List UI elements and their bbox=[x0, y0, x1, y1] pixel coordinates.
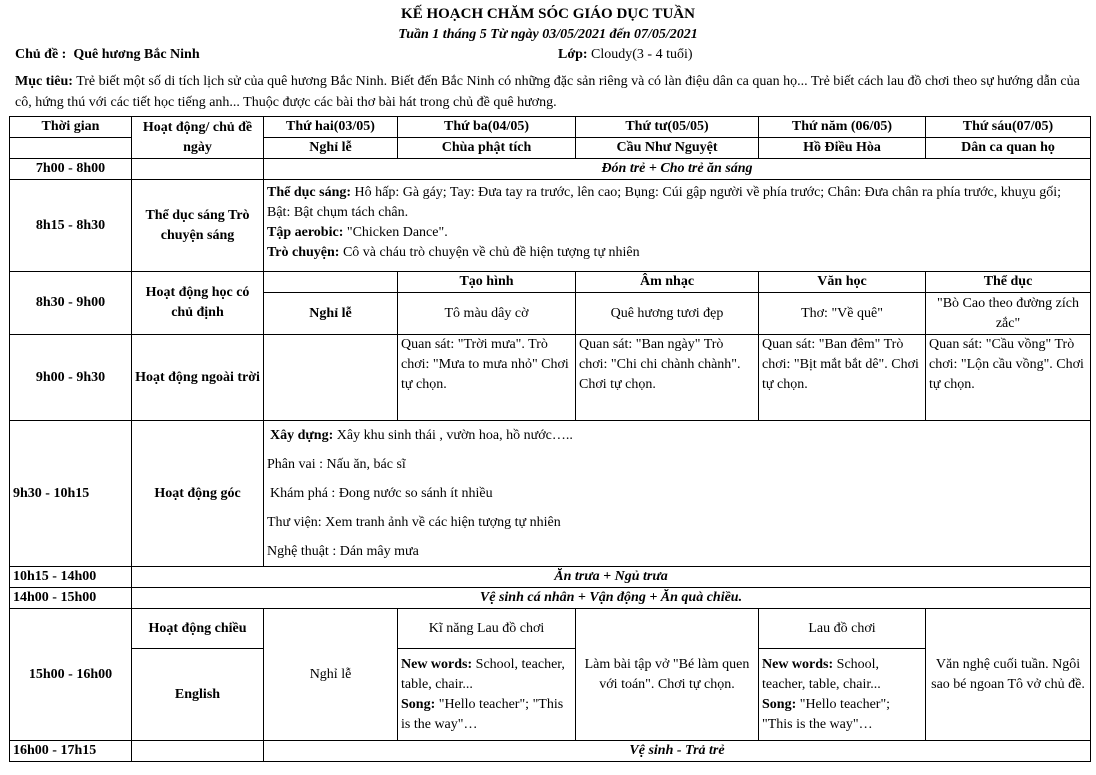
table-row bbox=[10, 741, 1091, 762]
outdoor-cell: Quan sát: "Ban ngày" Trò chơi: "Chi chi chành chành". Chơi tự chọn. bbox=[576, 335, 759, 421]
goal-label: Mục tiêu: bbox=[15, 74, 73, 89]
topic-line bbox=[15, 47, 200, 63]
song-line bbox=[762, 695, 922, 735]
afternoon-cell: Làm bài tập vở "Bé làm quen với toán". Chơi tự chọn. bbox=[576, 609, 759, 741]
new-words-label: New words: bbox=[762, 656, 834, 672]
class-label: Lớp: bbox=[558, 47, 588, 62]
corner-label: Xây dựng: bbox=[270, 428, 334, 443]
goal-text: Trẻ biết một số di tích lịch sử của quê hương Bắc Ninh. Biết đến Bắc Ninh có những đặc sản riêng và có làn điệu dân ca quan họ... Trẻ biết cách lau đồ chơi theo sự hướng dẫn của cô, hứng thú với các tiết học tiếng anh... Thuộc được các bài thơ bài hát trong chủ đề quê hương. bbox=[15, 74, 1080, 110]
outdoor-cell: Quan sát: "Cầu vồng" Trò chơi: "Lộn cầu vồng". Chơi tự chọn. bbox=[926, 335, 1091, 421]
morning-exercise-cell bbox=[264, 180, 1091, 272]
aerobic-label: Tập aerobic: bbox=[267, 225, 344, 240]
goal-paragraph bbox=[15, 71, 1083, 113]
day-topic: Cầu Như Nguyệt bbox=[576, 138, 759, 159]
empty-cell bbox=[132, 741, 264, 762]
new-words-line bbox=[762, 655, 922, 695]
afternoon-cell: Văn nghệ cuối tuần. Ngôi sao bé ngoan Tô vở chủ đề. bbox=[926, 609, 1091, 741]
song-label: Song: bbox=[401, 696, 436, 712]
english-cell bbox=[398, 649, 576, 741]
outdoor-cell: Quan sát: "Trời mưa". Trò chơi: "Mưa to mưa nhỏ" Chơi tự chọn. bbox=[398, 335, 576, 421]
aerobic-text: "Chicken Dance". bbox=[346, 225, 448, 240]
exercise-line bbox=[267, 183, 1087, 223]
time-cell: 14h00 - 15h00 bbox=[10, 588, 132, 609]
table-row bbox=[10, 335, 1091, 421]
song-text: "Hello teacher"; "This is the way"… bbox=[762, 696, 891, 732]
time-cell: 9h30 - 10h15 bbox=[10, 421, 132, 567]
merged-activity: Vệ sinh cá nhân + Vận động + Ăn quà chiều. bbox=[132, 588, 1091, 609]
table-row bbox=[10, 272, 1091, 293]
page-title: KẾ HOẠCH CHĂM SÓC GIÁO DỤC TUẦN bbox=[401, 6, 695, 22]
table-row bbox=[10, 609, 1091, 649]
time-cell: 8h15 - 8h30 bbox=[10, 180, 132, 272]
col-time-header: Thời gian bbox=[10, 117, 132, 138]
activity-cell: Hoạt động học có chủ định bbox=[132, 272, 264, 335]
new-words-text: School, teacher, table, chair... bbox=[762, 656, 881, 692]
day-topic: Chùa phật tích bbox=[398, 138, 576, 159]
lesson-cell: Thơ: "Về quê" bbox=[759, 293, 926, 335]
day-header: Thứ năm (06/05) bbox=[759, 117, 926, 138]
merged-activity: Đón trẻ + Cho trẻ ăn sáng bbox=[264, 159, 1091, 180]
english-cell bbox=[759, 649, 926, 741]
talk-text: Cô và cháu trò chuyện về chủ đề hiện tượng tự nhiên bbox=[342, 245, 640, 260]
empty-cell bbox=[132, 159, 264, 180]
time-cell: 16h00 - 17h15 bbox=[10, 741, 132, 762]
holiday-cell: Nghỉ lễ bbox=[264, 293, 398, 335]
time-cell: 9h00 - 9h30 bbox=[10, 335, 132, 421]
merged-activity: Ăn trưa + Ngủ trưa bbox=[132, 567, 1091, 588]
table-row bbox=[10, 180, 1091, 272]
exercise-text: Hô hấp: Gà gáy; Tay: Đưa tay ra trước, lên cao; Bụng: Cúi gập người về phía trước; Chân: Đưa chân ra phía trước, khuỵu gối; Bật: Bật chụm tách chân. bbox=[267, 185, 1061, 220]
corner-text: Xây khu sinh thái , vườn hoa, hồ nước….. bbox=[336, 428, 573, 443]
subject-header: Văn học bbox=[759, 272, 926, 293]
time-cell: 10h15 - 14h00 bbox=[10, 567, 132, 588]
new-words-text: School, teacher, table, chair... bbox=[401, 656, 565, 692]
table-row bbox=[10, 588, 1091, 609]
corner-activity-cell bbox=[264, 421, 1091, 567]
activity-cell: Hoạt động ngoài trời bbox=[132, 335, 264, 421]
class-line bbox=[558, 47, 693, 63]
talk-line bbox=[267, 243, 1087, 263]
afternoon-cell: Kĩ năng Lau đồ chơi bbox=[398, 609, 576, 649]
subject-header: Tạo hình bbox=[398, 272, 576, 293]
corner-line: Thư viện: Xem tranh ảnh về các hiện tượng tự nhiên bbox=[267, 515, 561, 530]
week-subtitle: Tuần 1 tháng 5 Từ ngày 03/05/2021 đến 07/05/2021 bbox=[398, 27, 698, 42]
schedule-table bbox=[9, 116, 1091, 762]
topic-value: Quê hương Bắc Ninh bbox=[73, 47, 200, 62]
song-label: Song: bbox=[762, 696, 797, 712]
new-words-label: New words: bbox=[401, 656, 473, 672]
merged-activity: Vệ sinh - Trả trẻ bbox=[264, 741, 1091, 762]
talk-label: Trò chuyện: bbox=[267, 245, 340, 260]
table-row bbox=[10, 421, 1091, 567]
table-row bbox=[10, 159, 1091, 180]
aerobic-line bbox=[267, 223, 1087, 243]
day-header: Thứ hai(03/05) bbox=[264, 117, 398, 138]
lesson-cell: Quê hương tươi đẹp bbox=[576, 293, 759, 335]
class-value: Cloudy(3 - 4 tuổi) bbox=[591, 47, 693, 62]
empty-cell bbox=[264, 335, 398, 421]
time-cell: 7h00 - 8h00 bbox=[10, 159, 132, 180]
new-words-line bbox=[401, 655, 572, 695]
corner-line: Phân vai : Nấu ăn, bác sĩ bbox=[267, 457, 406, 472]
empty-cell bbox=[10, 138, 132, 159]
day-topic: Dân ca quan họ bbox=[926, 138, 1091, 159]
activity-cell: Thể dục sáng Trò chuyện sáng bbox=[132, 180, 264, 272]
lesson-cell: Tô màu dây cờ bbox=[398, 293, 576, 335]
empty-cell bbox=[264, 272, 398, 293]
time-cell: 15h00 - 16h00 bbox=[10, 609, 132, 741]
activity-cell: Hoạt động chiều bbox=[132, 609, 264, 649]
subject-header: Âm nhạc bbox=[576, 272, 759, 293]
song-text: "Hello teacher"; "This is the way"… bbox=[401, 696, 564, 732]
day-header: Thứ sáu(07/05) bbox=[926, 117, 1091, 138]
corner-line: Khám phá : Đong nước so sánh ít nhiều bbox=[270, 486, 493, 501]
time-cell: 8h30 - 9h00 bbox=[10, 272, 132, 335]
day-header: Thứ tư(05/05) bbox=[576, 117, 759, 138]
corner-line: Nghệ thuật : Dán mây mưa bbox=[267, 544, 419, 559]
activity-cell: English bbox=[132, 649, 264, 741]
afternoon-cell: Lau đồ chơi bbox=[759, 609, 926, 649]
subject-header: Thể dục bbox=[926, 272, 1091, 293]
activity-cell: Hoạt động góc bbox=[132, 421, 264, 567]
topic-label: Chủ đề : bbox=[15, 47, 67, 62]
day-topic: Nghỉ lễ bbox=[264, 138, 398, 159]
outdoor-cell: Quan sát: "Ban đêm" Trò chơi: "Bịt mắt bắt dê". Chơi tự chọn. bbox=[759, 335, 926, 421]
song-line bbox=[401, 695, 572, 735]
corner-line bbox=[267, 421, 1087, 450]
exercise-label: Thể dục sáng: bbox=[267, 185, 352, 200]
lesson-cell: "Bò Cao theo đường zích zắc" bbox=[926, 293, 1091, 335]
holiday-cell: Nghỉ lễ bbox=[264, 609, 398, 741]
day-header: Thứ ba(04/05) bbox=[398, 117, 576, 138]
table-row bbox=[10, 567, 1091, 588]
col-activity-header: Hoạt động/ chủ đề ngày bbox=[132, 117, 264, 159]
table-row bbox=[10, 117, 1091, 138]
day-topic: Hồ Điều Hòa bbox=[759, 138, 926, 159]
